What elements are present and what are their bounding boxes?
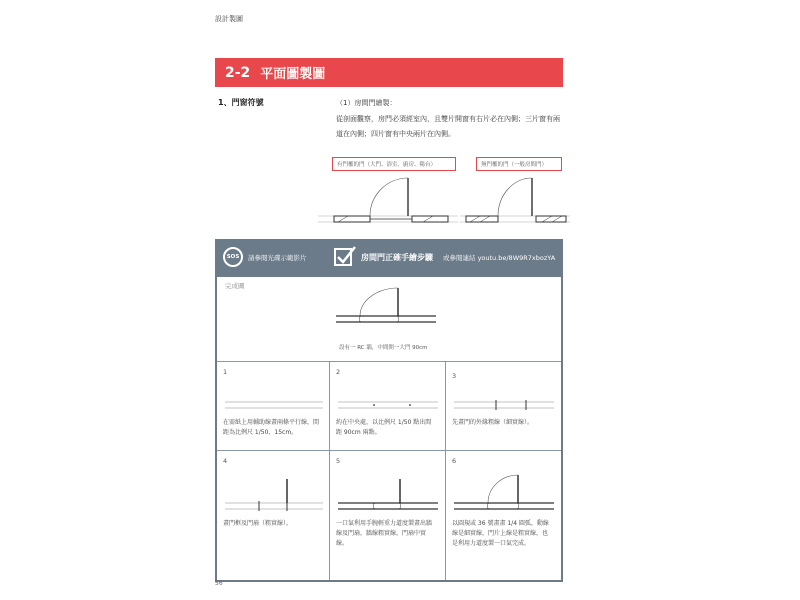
step-5-diagram bbox=[338, 479, 438, 513]
step-caption: 畫門框及門扇（粗實線）。 bbox=[223, 520, 293, 527]
content-paragraph: 從剖面觀察，房門必須經室內，且雙片開窗有右片必在內側；三片窗有兩道在內側；四片窗有中央兩片在內側。 bbox=[336, 115, 560, 138]
label-with-threshold: 有門檻的門（大門、浴室、廚房、陽台） bbox=[332, 157, 456, 171]
door-diagram-with-threshold bbox=[318, 178, 458, 228]
running-title: 設計製圖 bbox=[215, 15, 243, 23]
step-number: 5 bbox=[336, 457, 341, 465]
tutorial-link[interactable]: 或參閱連結 youtu.be/8W9R7xbozYA bbox=[443, 254, 556, 262]
sos-badge-text: SOS bbox=[226, 254, 240, 260]
content-sub-heading: （1）房間門繪製： bbox=[336, 99, 397, 107]
complete-label: 完成圖 bbox=[225, 282, 245, 290]
section-title-bar bbox=[215, 58, 563, 87]
tutorial-band bbox=[215, 239, 563, 275]
band-title: 房間門正確手繪步驟 bbox=[361, 253, 433, 262]
sos-badge-icon bbox=[223, 247, 243, 267]
step-number: 4 bbox=[223, 457, 228, 465]
section-number: 2-2 bbox=[225, 64, 251, 81]
step-cell-2 bbox=[330, 361, 446, 451]
subsection-heading: 1、門窗符號 bbox=[218, 98, 264, 107]
section-title: 平面圖製圖 bbox=[260, 67, 326, 82]
step-3-diagram bbox=[454, 400, 554, 412]
step-4-diagram bbox=[225, 479, 323, 513]
door-diagram-without-threshold bbox=[460, 178, 570, 228]
step-number: 6 bbox=[452, 457, 457, 465]
step-number: 1 bbox=[223, 368, 228, 376]
step-caption: 約在中央處，以比例尺 1/50 點出間距 90cm 兩點。 bbox=[336, 419, 432, 436]
step-2-diagram bbox=[338, 400, 438, 412]
step-number: 3 bbox=[452, 372, 457, 380]
step-cell-1 bbox=[217, 361, 330, 451]
step-cell-6 bbox=[446, 451, 561, 580]
step-cell-3 bbox=[446, 361, 561, 451]
checkbox-icon bbox=[333, 245, 357, 269]
step-caption: 先畫門的外緣粗線（細實線）。 bbox=[452, 419, 534, 426]
step-1-diagram bbox=[225, 400, 323, 412]
complete-caption: 設有一 RC 牆，中間開一大門 90cm bbox=[339, 345, 428, 351]
step-caption: 一口氣利用手腕輕重力道度製畫出牆線及門扇，牆線粗實線，門扇中實線。 bbox=[336, 520, 433, 547]
dvd-note: 請參閱光碟示範影片 bbox=[248, 254, 307, 262]
step-6-diagram bbox=[454, 473, 554, 513]
label-without-threshold: 無門檻的門（一般房間門） bbox=[476, 157, 562, 171]
page-number: 56 bbox=[215, 580, 223, 587]
step-caption: 以圓規或 36 號畫畫 1/4 圓弧，動線線是細實線，門片上線是粗實線，也是利用力道度製一口氣完成。 bbox=[452, 520, 549, 547]
step-caption: 在需紙上用輔助線畫兩條平行線，間距為比例尺 1/50、15cm。 bbox=[223, 419, 320, 436]
step-cell-4 bbox=[217, 451, 330, 580]
complete-door-diagram bbox=[336, 288, 436, 330]
step-number: 2 bbox=[336, 368, 341, 376]
step-cell-5 bbox=[330, 451, 446, 580]
